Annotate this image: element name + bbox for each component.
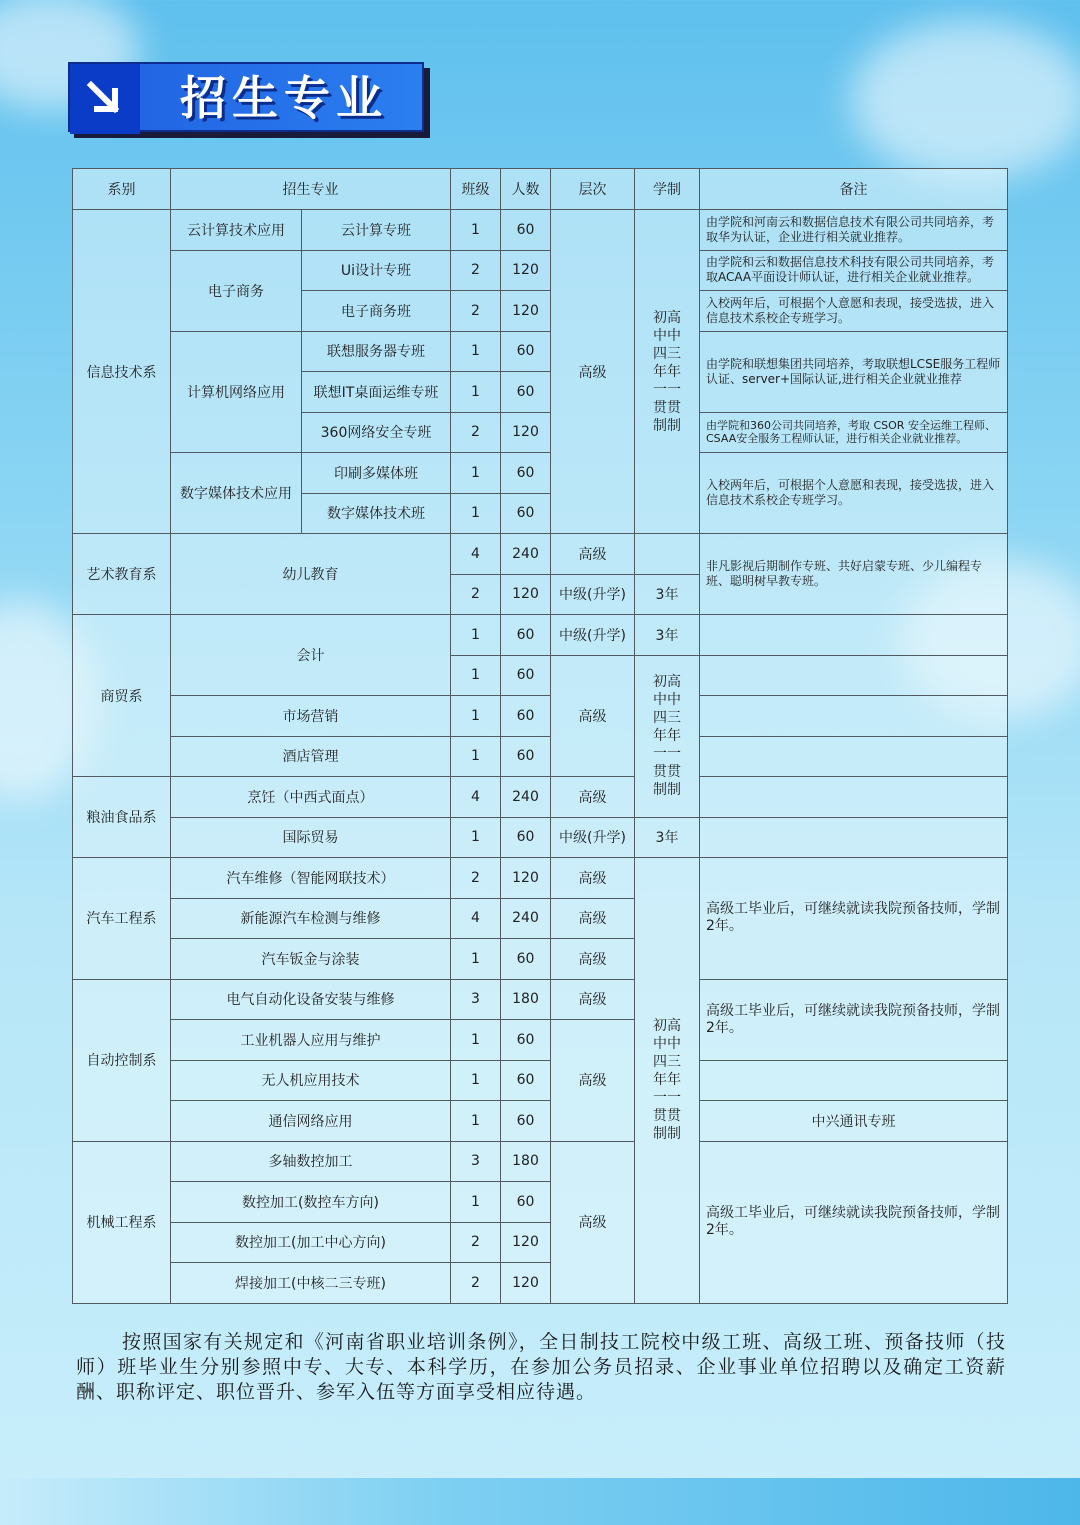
major-cell: 数控加工(加工中心方向) [171,1222,451,1263]
submajor-cell: 360网络安全专班 [302,412,451,453]
level-cell: 高级 [551,1141,635,1303]
count-cell: 60 [501,1182,551,1223]
classes-cell: 1 [451,655,501,696]
classes-cell: 1 [451,1101,501,1142]
major-cell: 酒店管理 [171,736,451,777]
classes-cell: 1 [451,817,501,858]
major-cell: 汽车维修（智能网联技术） [171,858,451,899]
submajor-cell: 数字媒体技术班 [302,493,451,534]
system-cell [635,534,700,575]
count-cell: 60 [501,331,551,372]
system-cell [635,210,700,534]
table-row [73,979,1008,1020]
count-cell: 60 [501,1060,551,1101]
dept-cell: 汽车工程系 [73,858,171,980]
classes-cell: 1 [451,210,501,251]
level-cell: 中级(升学) [551,615,635,656]
submajor-cell: 联想IT桌面运维专班 [302,372,451,413]
classes-cell: 1 [451,331,501,372]
table-row [73,210,1008,251]
system-cell: 3年 [635,615,700,656]
count-cell: 120 [501,858,551,899]
note-cell [700,1060,1008,1101]
count-cell: 120 [501,291,551,332]
major-cell: 会计 [171,615,451,696]
dept-cell: 粮油食品系 [73,777,171,858]
page-title: 招生专业 [180,71,388,125]
header-classes: 班级 [451,169,501,210]
classes-cell: 2 [451,1263,501,1304]
count-cell: 60 [501,655,551,696]
classes-cell: 1 [451,696,501,737]
count-cell: 60 [501,1101,551,1142]
note-cell: 入校两年后，可根据个人意愿和表现，接受选拔，进入信息技术系校企专班学习。 [700,291,1008,332]
classes-cell: 2 [451,291,501,332]
dept-cell: 机械工程系 [73,1141,171,1303]
classes-cell: 2 [451,858,501,899]
classes-cell: 4 [451,534,501,575]
classes-cell: 1 [451,615,501,656]
table-row [73,696,1008,737]
classes-cell: 2 [451,1222,501,1263]
count-cell: 120 [501,1263,551,1304]
footer-paragraph: 按照国家有关规定和《河南省职业培训条例》，全日制技工院校中级工班、高级工班、预备技师（技师）班毕业生分别参照中专、大专、本科学历，在参加公务员招录、企业事业单位招聘以及确定工资薪酬、职称评定、职位晋升、参军入伍等方面享受相应待遇。 [76,1331,1006,1403]
classes-cell: 4 [451,898,501,939]
system-text: 初高中中四三年年一一贯贯制制 [653,674,681,798]
level-cell: 高级 [551,979,635,1020]
classes-cell: 3 [451,1141,501,1182]
section-banner [68,62,424,132]
arrow-down-right-icon [70,64,140,134]
count-cell: 60 [501,493,551,534]
submajor-cell: 印刷多媒体班 [302,453,451,494]
note-cell: 高级工毕业后，可继续就读我院预备技师，学制2年。 [700,979,1008,1060]
major-cell: 通信网络应用 [171,1101,451,1142]
count-cell: 180 [501,979,551,1020]
count-cell: 120 [501,250,551,291]
cloud-decoration [850,20,1080,180]
note-cell [700,696,1008,737]
note-cell [700,655,1008,696]
classes-cell: 1 [451,939,501,980]
major-cell: 焊接加工(中核二三专班) [171,1263,451,1304]
note-cell: 由学院和联想集团共同培养，考取联想LCSE服务工程师认证、server+国际认证,进行相关企业就业推荐 [700,331,1008,412]
dept-cell: 自动控制系 [73,979,171,1141]
count-cell: 60 [501,736,551,777]
classes-cell: 1 [451,493,501,534]
major-cell: 幼儿教育 [171,534,451,615]
classes-cell: 1 [451,372,501,413]
table-row [73,331,1008,372]
system-cell [635,858,700,1304]
header-major: 招生专业 [171,169,451,210]
note-cell: 由学院和360公司共同培养，考取 CSOR 安全运维工程师、CSAA安全服务工程师认证，进行相关企业就业推荐。 [700,412,1008,453]
classes-cell: 1 [451,1182,501,1223]
count-cell: 180 [501,1141,551,1182]
level-cell: 高级 [551,939,635,980]
header-level: 层次 [551,169,635,210]
count-cell: 60 [501,696,551,737]
major-cell: 电气自动化设备安装与维修 [171,979,451,1020]
system-cell [635,655,700,817]
note-cell: 由学院和河南云和数据信息技术有限公司共同培养，考取华为认证，企业进行相关就业推荐。 [700,210,1008,251]
submajor-cell: Ui设计专班 [302,250,451,291]
note-cell [700,817,1008,858]
table-row [73,1141,1008,1182]
table-row [73,777,1008,818]
count-cell: 120 [501,574,551,615]
major-cell: 新能源汽车检测与维修 [171,898,451,939]
count-cell: 60 [501,210,551,251]
major-cell: 多轴数控加工 [171,1141,451,1182]
table-row [73,817,1008,858]
table-row [73,858,1008,899]
header-count: 人数 [501,169,551,210]
submajor-cell: 电子商务班 [302,291,451,332]
level-cell: 中级(升学) [551,817,635,858]
header-note: 备注 [700,169,1008,210]
count-cell: 60 [501,372,551,413]
note-cell: 高级工毕业后，可继续就读我院预备技师，学制2年。 [700,858,1008,980]
system-cell: 3年 [635,817,700,858]
dept-cell: 艺术教育系 [73,534,171,615]
level-cell: 高级 [551,210,635,534]
note-cell [700,615,1008,656]
note-cell: 入校两年后，可根据个人意愿和表现，接受选拔，进入信息技术系校企专班学习。 [700,453,1008,534]
classes-cell: 1 [451,1020,501,1061]
submajor-cell: 云计算专班 [302,210,451,251]
count-cell: 120 [501,412,551,453]
note-cell: 中兴通讯专班 [700,1101,1008,1142]
dept-cell: 信息技术系 [73,210,171,534]
major-cell: 数控加工(数控车方向) [171,1182,451,1223]
classes-cell: 3 [451,979,501,1020]
count-cell: 60 [501,615,551,656]
classes-cell: 2 [451,250,501,291]
count-cell: 240 [501,777,551,818]
note-cell: 非凡影视后期制作专班、共好启蒙专班、少儿编程专班、聪明树早教专班。 [700,534,1008,615]
level-cell: 高级 [551,1020,635,1142]
note-cell: 由学院和云和数据信息技术科技有限公司共同培养，考取ACAA平面设计师认证，进行相关企业就业推荐。 [700,250,1008,291]
count-cell: 240 [501,534,551,575]
level-cell: 高级 [551,898,635,939]
count-cell: 240 [501,898,551,939]
major-cell: 无人机应用技术 [171,1060,451,1101]
table-header-row [73,169,1008,210]
level-cell: 高级 [551,534,635,575]
classes-cell: 1 [451,736,501,777]
level-cell: 高级 [551,858,635,899]
major-cell: 工业机器人应用与维护 [171,1020,451,1061]
classes-cell: 2 [451,574,501,615]
major-cell: 计算机网络应用 [171,331,302,453]
table-row [73,1101,1008,1142]
count-cell: 60 [501,939,551,980]
classes-cell: 2 [451,412,501,453]
major-cell: 烹饪（中西式面点） [171,777,451,818]
count-cell: 120 [501,1222,551,1263]
classes-cell: 1 [451,1060,501,1101]
table-row [73,615,1008,656]
header-dept: 系别 [73,169,171,210]
level-cell: 中级(升学) [551,574,635,615]
table-row [73,250,1008,291]
major-cell: 汽车钣金与涂装 [171,939,451,980]
major-cell: 云计算技术应用 [171,210,302,251]
level-cell: 高级 [551,777,635,818]
system-text: 初高中中四三年年一一贯贯制制 [653,1018,681,1143]
classes-cell: 4 [451,777,501,818]
system-cell: 3年 [635,574,700,615]
level-cell: 高级 [551,655,635,777]
note-cell [700,777,1008,818]
major-cell: 市场营销 [171,696,451,737]
bottom-decoration [0,1478,1080,1525]
majors-table-wrapper [72,168,1007,1305]
majors-table [72,168,1008,1304]
header-system: 学制 [635,169,700,210]
submajor-cell: 联想服务器专班 [302,331,451,372]
count-cell: 60 [501,453,551,494]
table-row [73,453,1008,494]
table-row [73,534,1008,575]
table-row [73,1060,1008,1101]
count-cell: 60 [501,1020,551,1061]
classes-cell: 1 [451,453,501,494]
dept-cell: 商贸系 [73,615,171,777]
count-cell: 60 [501,817,551,858]
major-cell: 数字媒体技术应用 [171,453,302,534]
major-cell: 国际贸易 [171,817,451,858]
major-cell: 电子商务 [171,250,302,331]
note-cell [700,736,1008,777]
note-cell: 高级工毕业后，可继续就读我院预备技师，学制2年。 [700,1141,1008,1303]
table-row [73,736,1008,777]
system-text: 初高中中四三年年一一贯贯制制 [653,309,681,434]
